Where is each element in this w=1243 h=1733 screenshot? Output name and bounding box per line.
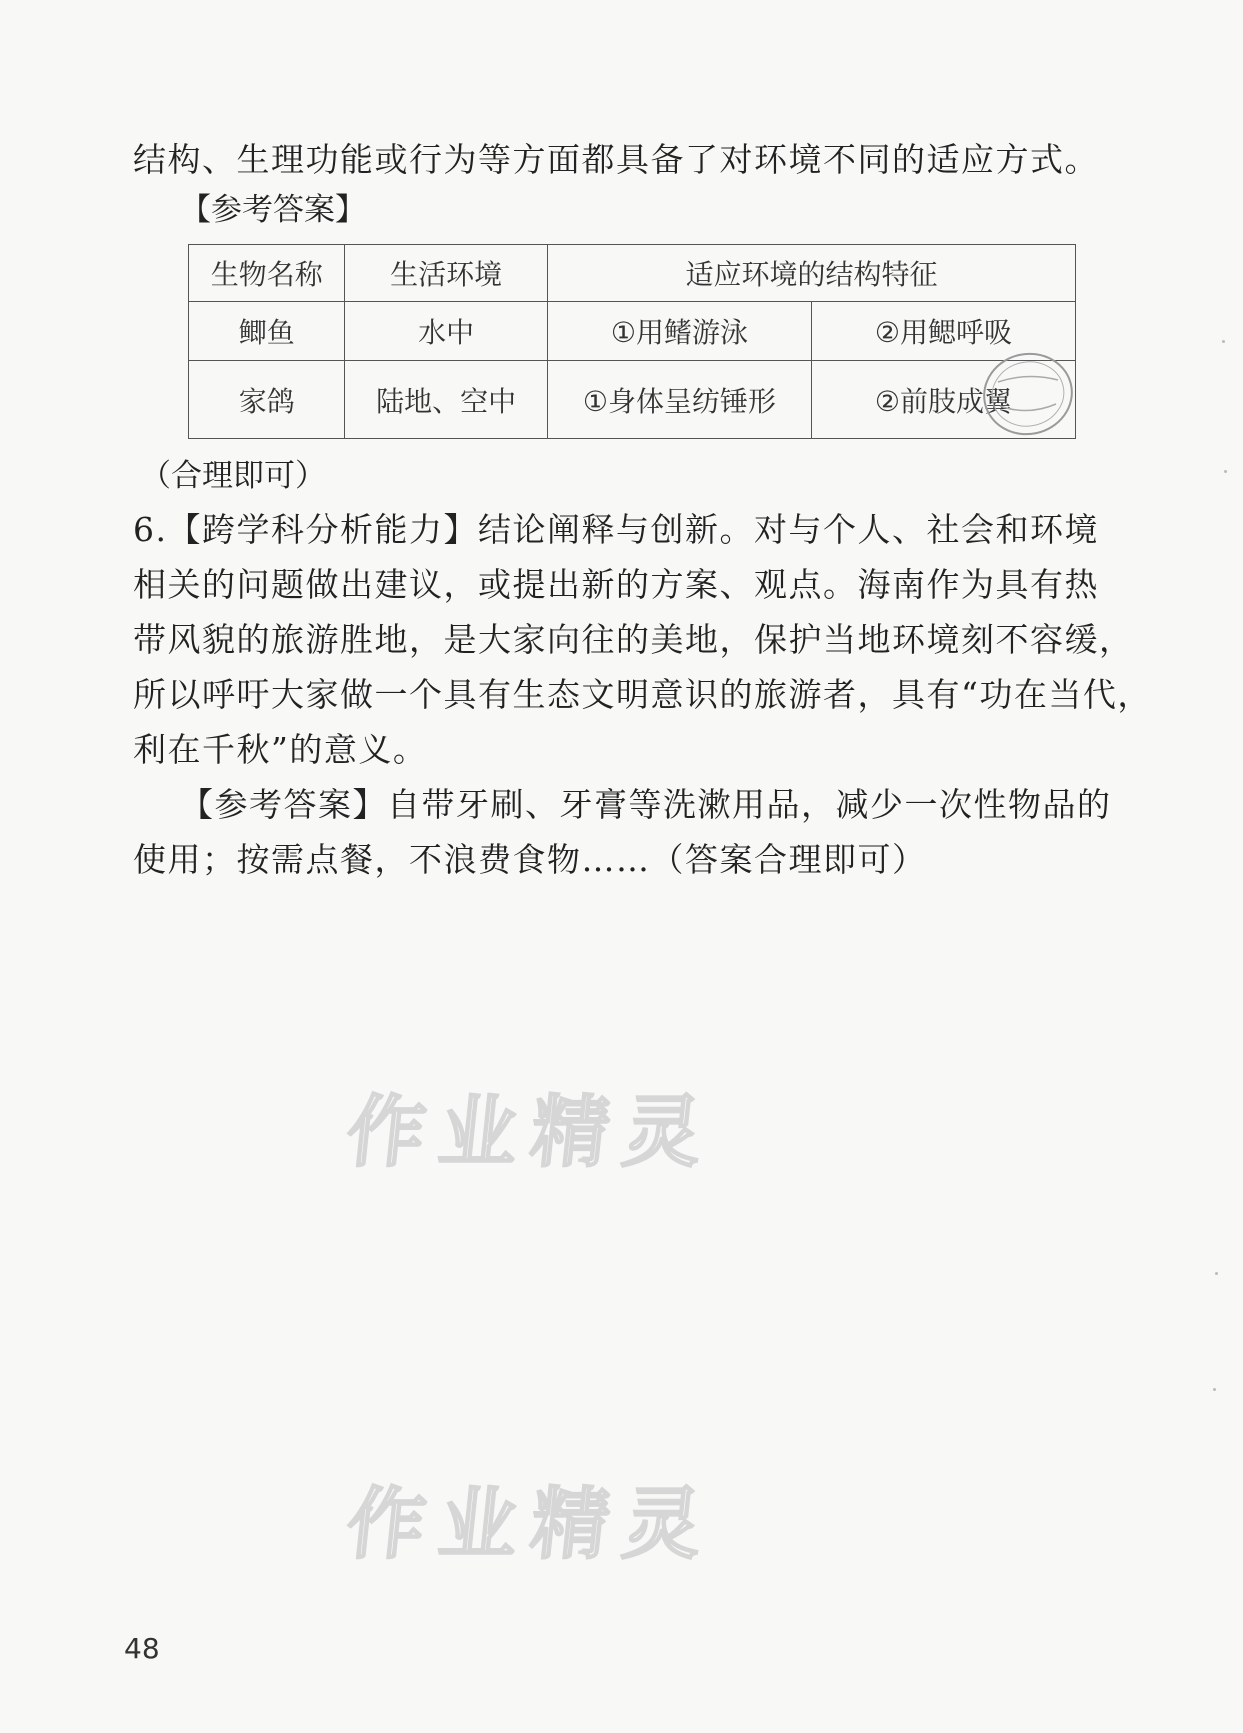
paragraph-line: 利在千秋”的意义。: [133, 730, 428, 769]
footnote: （合理即可）: [140, 458, 326, 494]
table-row: [189, 361, 1076, 439]
table-cell: ②前肢成翼: [811, 361, 1075, 439]
stamp-icon: [978, 344, 1078, 444]
scan-speck: [1215, 1272, 1218, 1275]
watermark: 作业精灵: [342, 1480, 721, 1570]
table-header-cell: 生物名称: [189, 245, 345, 302]
table-cell: ①用鳍游泳: [547, 302, 811, 361]
table-cell: ②用鳃呼吸: [811, 302, 1075, 361]
watermark: 作业精灵: [342, 1088, 721, 1178]
page-number: 48: [124, 1632, 160, 1665]
table-cell: 陆地、空中: [345, 361, 547, 439]
paragraph-line: 结构、生理功能或行为等方面都具备了对环境不同的适应方式。: [133, 140, 1099, 179]
table-row: [189, 302, 1076, 361]
table-header-cell: 适应环境的结构特征: [547, 245, 1075, 302]
table-cell: ①身体呈纺锤形: [547, 361, 811, 439]
table-cell: 鲫鱼: [189, 302, 345, 361]
answer-label: 【参考答案】: [180, 192, 366, 228]
paragraph-line: 带风貌的旅游胜地，是大家向往的美地，保护当地环境刻不容缓，: [133, 620, 1134, 659]
scan-speck: [1222, 340, 1225, 343]
answer-table: [188, 244, 1076, 439]
scan-speck: [1224, 470, 1227, 473]
paragraph-line: 使用；按需点餐，不浪费食物……（答案合理即可）: [133, 840, 927, 879]
paragraph-line: 【参考答案】自带牙刷、牙膏等洗漱用品，减少一次性物品的: [180, 785, 1112, 824]
scan-speck: [1213, 1388, 1216, 1391]
paragraph-line: 所以呼吁大家做一个具有生态文明意识的旅游者，具有“功在当代，: [133, 675, 1152, 714]
paragraph-line: 6.【跨学科分析能力】结论阐释与创新。对与个人、社会和环境: [133, 510, 1099, 549]
table-cell: 家鸽: [189, 361, 345, 439]
table-header-row: [189, 245, 1076, 302]
table-cell: 水中: [345, 302, 547, 361]
table-header-cell: 生活环境: [345, 245, 547, 302]
paragraph-line: 相关的问题做出建议，或提出新的方案、观点。海南作为具有热: [133, 565, 1099, 604]
